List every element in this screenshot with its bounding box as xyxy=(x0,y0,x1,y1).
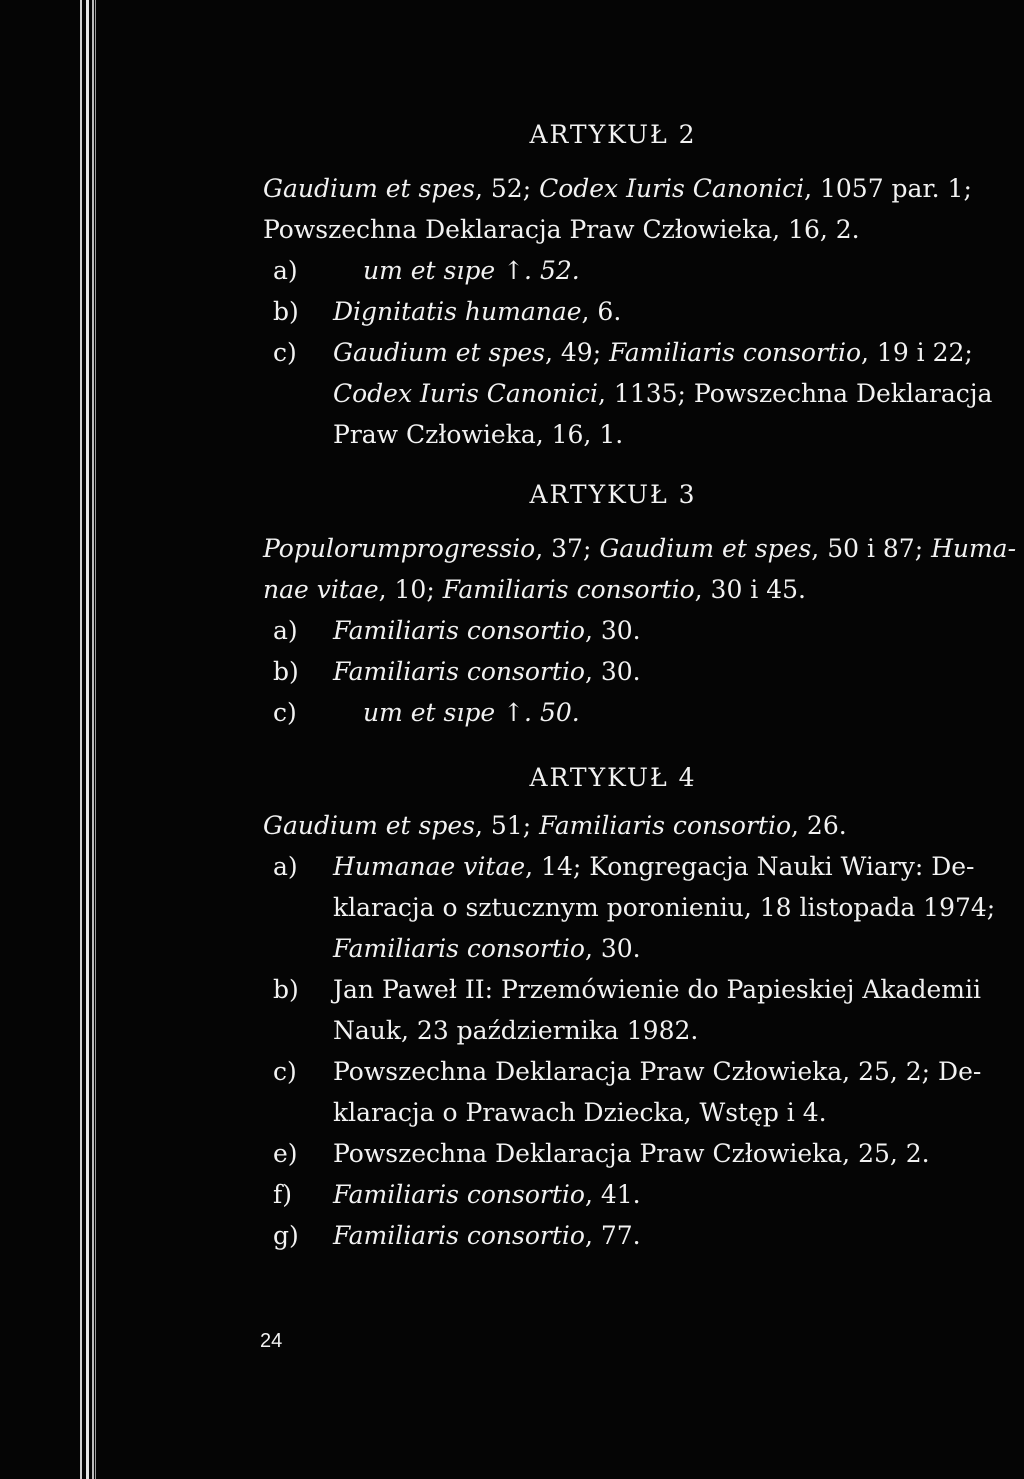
item-body xyxy=(333,1051,982,1133)
ref-text: , 14; Kongregacja Nauki Wiary: De- xyxy=(525,852,975,881)
item-label: a) xyxy=(273,616,298,645)
ref-title: Familiaris consortio xyxy=(333,616,585,645)
ref-text: Praw Człowieka, 16, 1. xyxy=(333,420,624,449)
ref-text: , 41. xyxy=(584,1180,641,1209)
ref-text: , 30. xyxy=(584,657,641,686)
item-body xyxy=(333,846,996,969)
ref-text: , 10; xyxy=(378,575,443,604)
item-body xyxy=(333,1133,963,1174)
ref-title: Familiaris consortio xyxy=(333,657,585,686)
ref-text: Nauk, 23 października 1982. xyxy=(333,1016,699,1045)
ref-title: Familiaris consortio xyxy=(539,811,792,840)
article-4-heading: ARTYKUŁ 4 xyxy=(529,763,697,792)
article-4-intro xyxy=(263,805,963,846)
ref-text: , 30 i 45. xyxy=(694,575,807,604)
ref-title: Familiaris consortio xyxy=(333,1180,585,1209)
article-2-intro-line-2: Powszechna Deklaracja Praw Człowieka, 16, 2. xyxy=(263,215,860,244)
ref-title: Populorumprogressio xyxy=(263,534,536,563)
ref-title: nae vitae xyxy=(263,575,379,604)
item-body xyxy=(333,291,963,332)
item-body xyxy=(333,969,981,1051)
page-number: 24 xyxy=(260,1330,283,1352)
ref-text: , 37; xyxy=(535,534,600,563)
ref-text: , 19 i 22; xyxy=(861,338,973,367)
ref-text: , 50 i 87; xyxy=(811,534,932,563)
item-label: c) xyxy=(273,698,297,727)
item-label: f) xyxy=(273,1180,293,1209)
ref-text: , 30. xyxy=(584,616,641,645)
ref-title: Humanae vitae xyxy=(333,852,526,881)
article-3-intro xyxy=(263,528,1017,610)
ref-title: Familiaris consortio xyxy=(442,575,695,604)
ref-text: , 52; xyxy=(474,174,540,203)
ref-text: , 6. xyxy=(581,297,622,326)
item-label: b) xyxy=(273,975,299,1004)
item-body xyxy=(333,1215,963,1256)
ref-text: klaracja o Prawach Dziecka, Wstęp i 4. xyxy=(333,1098,827,1127)
ref-title: Familiaris consortio xyxy=(333,934,585,963)
item-label: b) xyxy=(273,657,299,686)
ref-text: , 49; xyxy=(544,338,610,367)
item-label: c) xyxy=(273,1057,297,1086)
ref-title: Gaudium et spes xyxy=(263,811,475,840)
item-body xyxy=(333,1174,963,1215)
ref-text: Jan Paweł II: Przemówienie do Papieskiej Akademii xyxy=(333,975,981,1004)
ref-title: Dignitatis humanae xyxy=(333,297,582,326)
ref-title: Familiaris consortio xyxy=(609,338,862,367)
ref-title: Huma- xyxy=(931,534,1017,563)
ref-title: Codex Iuris Canonici xyxy=(333,379,599,408)
ref-text: , 1135; Powszechna Deklaracja xyxy=(598,379,993,408)
ref-title: Familiaris consortio xyxy=(333,1221,585,1250)
item-label: g) xyxy=(273,1221,299,1250)
ref-title: Gaudium et spes xyxy=(333,338,545,367)
scan-edge-lines xyxy=(0,0,120,1479)
ref-title: Gaudium et spes xyxy=(263,174,475,203)
ref-text: , 26. xyxy=(791,811,847,840)
item-label: a) xyxy=(273,256,298,285)
item-label: a) xyxy=(273,852,298,881)
item-body xyxy=(333,332,993,455)
ref-title: Codex Iuris Canonici xyxy=(539,174,805,203)
ref-text: Powszechna Deklaracja Praw Człowieka, 25, 2; De- xyxy=(333,1057,982,1086)
ref-title: Gaudium et spes xyxy=(599,534,812,563)
article-2-intro xyxy=(263,168,972,250)
ref-title: um et sıpe ↑. 52. xyxy=(363,256,580,285)
ref-title: um et sıpe ↑. 50. xyxy=(363,698,580,727)
item-label: e) xyxy=(273,1139,298,1168)
item-body xyxy=(333,651,963,692)
item-label: c) xyxy=(273,338,297,367)
item-body xyxy=(333,610,963,651)
item-body xyxy=(363,250,993,291)
article-2-intro-line-1 xyxy=(263,168,972,209)
item-body xyxy=(363,692,993,733)
ref-text: , 51; xyxy=(474,811,540,840)
ref-text: , 1057 par. 1; xyxy=(804,174,972,203)
ref-text: Powszechna Deklaracja Praw Człowieka, 25, 2. xyxy=(333,1139,930,1168)
article-2-heading: ARTYKUŁ 2 xyxy=(529,120,697,149)
article-3-heading: ARTYKUŁ 3 xyxy=(529,480,697,509)
ref-text: , 30. xyxy=(584,934,641,963)
item-label: b) xyxy=(273,297,299,326)
ref-text: klaracja o sztucznym poronieniu, 18 listopada 1974; xyxy=(333,893,996,922)
ref-text: , 77. xyxy=(584,1221,641,1250)
